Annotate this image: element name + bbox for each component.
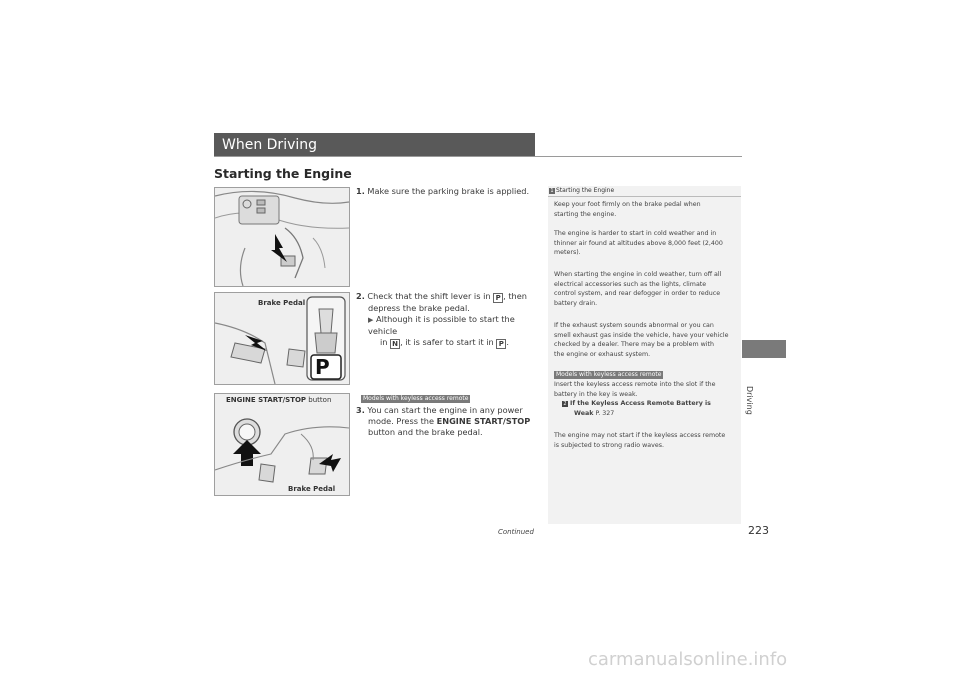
header-divider [214,156,742,157]
note-last-paragraph [554,431,739,450]
note-paragraph-2 [554,229,739,258]
watermark: carmanualsonline.info [588,649,788,670]
continued-label: Continued [498,528,534,536]
note-keyless [554,380,739,418]
page-number: 223 [748,524,769,537]
step-2-sub-in: in [380,337,391,347]
step-3-line-1: You can start the engine in any power [367,405,523,415]
note-line: The engine may not start if the keyless access remote [554,432,726,439]
note-line: thinner air found at altitudes above 8,000 feet (2,400 [554,239,723,247]
brake-pedal-label-2: Brake Pedal [288,485,336,493]
note-line: meters). [554,249,581,257]
note-paragraph-3 [554,270,739,308]
note-marker-icon: 1 [550,188,554,194]
note-paragraph-4 [554,321,739,359]
note-line: The engine is harder to start in cold weather and in [554,230,717,237]
models-keyless-tag: Models with keyless access remote [363,395,469,402]
note-line: checked by a dealer. There may be a problem with [554,341,714,349]
step-2 [356,291,536,349]
shift-p-key: P [493,293,503,303]
engine-start-stop-text: ENGINE START/STOP [436,416,531,426]
bullet-arrow-icon: ▶ [368,316,374,324]
subsection-title: Starting the Engine [214,166,352,181]
note-line: smell exhaust gas inside the vehicle, have your vehicle [554,331,729,339]
step-1-text: Make sure the parking brake is applied. [367,186,530,196]
step-2-sub-text-2: , it is safer to start it in [400,337,497,347]
reference-link-text[interactable]: If the Keyless Access Remote Battery is [570,400,711,408]
chapter-tab[interactable] [742,340,786,358]
note-line: Keep your foot firmly on the brake pedal when [554,201,701,208]
page-reference-icon: 2 [563,401,567,408]
reference-page[interactable]: P. 327 [593,409,615,417]
step-3-line-2: mode. Press the [368,416,437,426]
notes-divider [548,196,741,197]
notes-heading [549,187,614,194]
notes-heading-text: Starting the Engine [556,187,615,194]
step-2-number: 2. [356,291,365,301]
note-line: the engine or exhaust system. [554,350,651,358]
step-2-text: Check that the shift lever is in [367,291,494,301]
step-2-line-2: depress the brake pedal. [368,303,470,313]
chapter-tab-label: Driving [745,386,754,415]
step-2-sub-text: Although it is possible to start the vehicle [368,314,515,336]
note-paragraph-1 [554,200,739,219]
step-3-line-3: button and the brake pedal. [368,427,483,437]
step-3-number: 3. [356,405,365,415]
note-line: Insert the keyless access remote into the slot if the [554,381,716,388]
note-line: battery in the key is weak. [554,390,638,398]
note-line: is subjected to strong radio waves. [554,441,665,449]
note-line: starting the engine. [554,210,617,218]
step-1-number: 1. [356,186,365,196]
park-p-glyph: P [315,355,330,379]
engine-start-stop-button-label [226,396,331,404]
note-line: If the exhaust system sounds abnormal or you can [554,322,714,329]
step-3 [356,405,541,438]
note-line: control system, and rear defogger in order to reduce [554,290,721,298]
engine-start-illustration [214,393,350,496]
step-2-sub-end: . [506,337,509,347]
note-line: electrical accessories such as the lights, climate [554,280,707,288]
step-2-text-end: , then [503,291,527,301]
shift-n-key: N [390,339,400,349]
note-models-keyless-tag: Models with keyless access remote [556,371,662,378]
shift-p-key-2: P [496,339,506,349]
note-line: battery drain. [554,299,598,307]
engine-start-stop-label-rest: button [306,396,332,404]
brake-pedal-label: Brake Pedal [258,299,306,307]
note-line: When starting the engine in cold weather, turn off all [554,271,722,278]
engine-start-stop-label-bold: ENGINE START/STOP [226,396,307,404]
section-title: When Driving [222,137,318,153]
parking-brake-illustration [214,187,350,287]
step-1 [356,186,529,197]
reference-link-text-2[interactable]: Weak [574,409,594,417]
